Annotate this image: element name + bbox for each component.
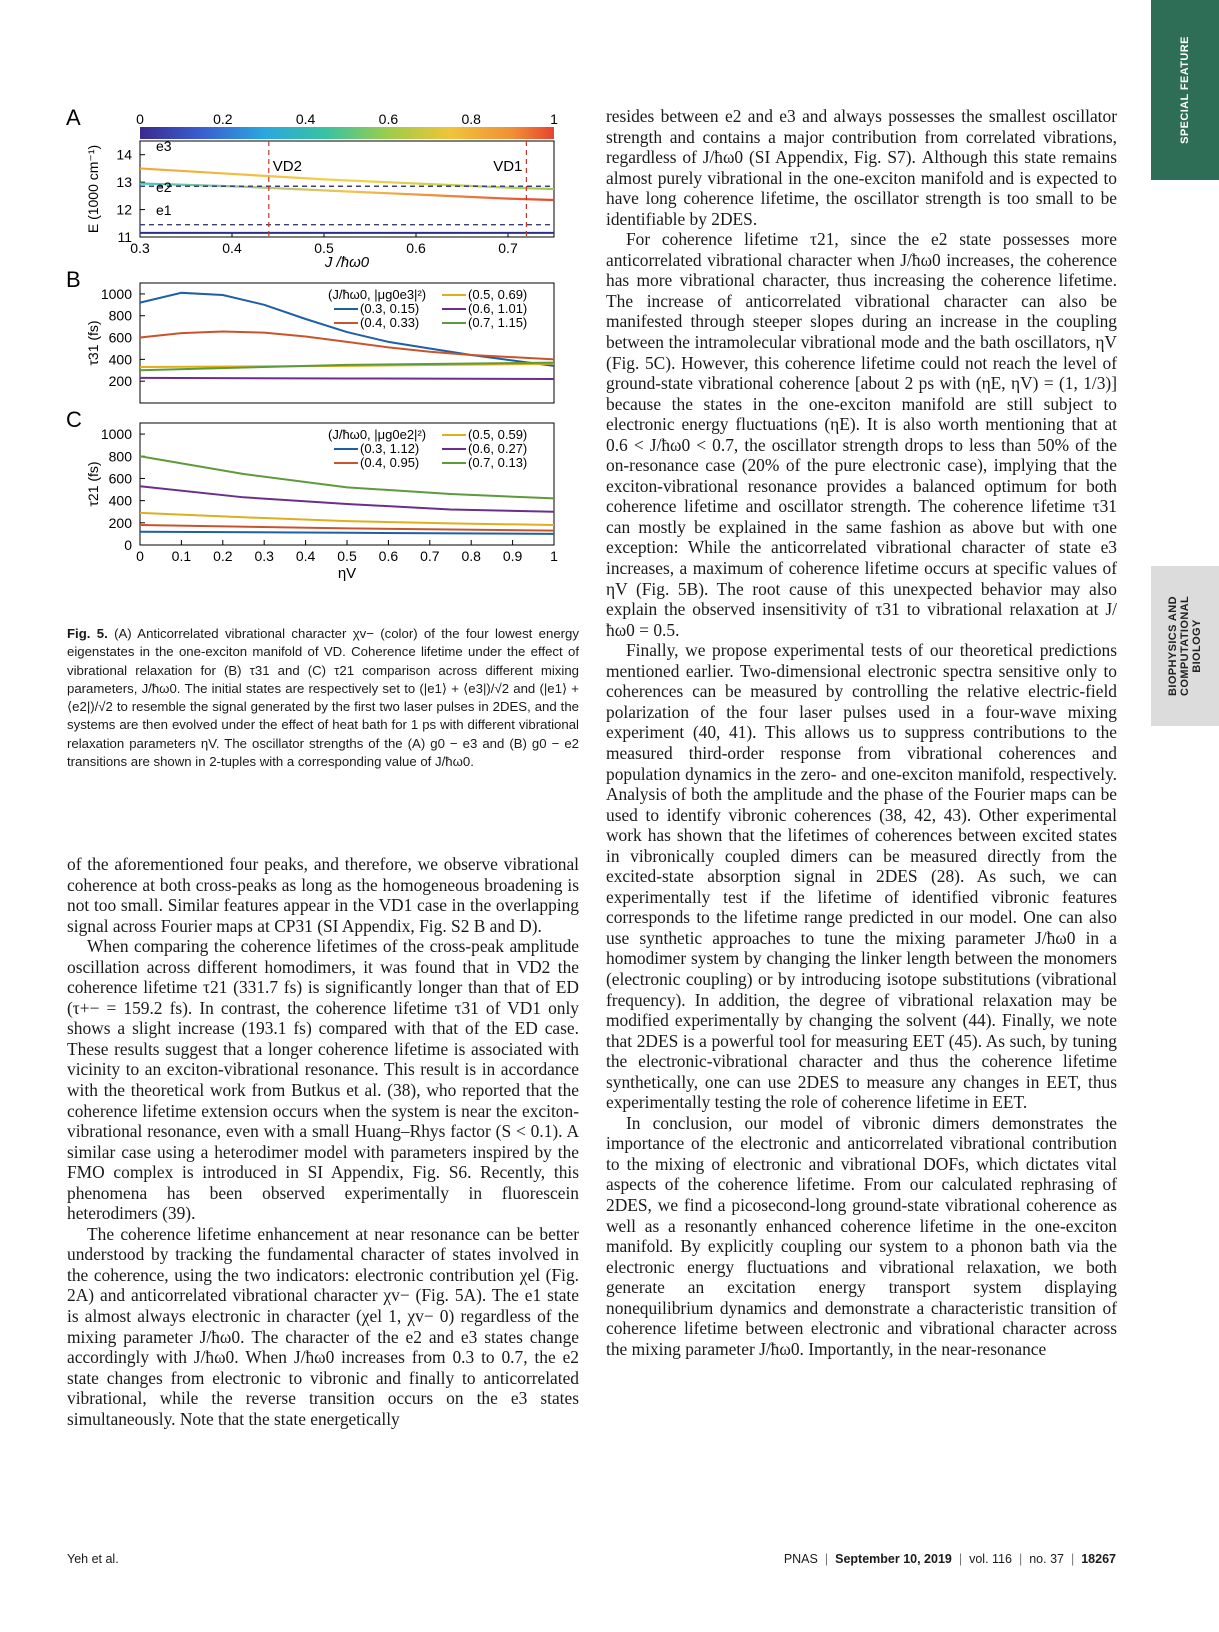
series-line — [140, 332, 554, 360]
panel-c — [66, 407, 558, 582]
marker-label: VD2 — [272, 158, 302, 175]
x-tick-label: 0.1 — [171, 548, 192, 564]
journal-name: PNAS — [783, 1552, 818, 1566]
paragraph: In conclusion, our model of vibronic dimers demonstrates the importance of the electronic and anticorrelated vibrational contribution to the mixing of electronic and vibrational DOFs, which dictates vital aspects of the coherence lifetime. From our calculated rephrasing of 2DES, we find a picosecond-long ground-state vibrational coherence as well as a resonantly enhanced coherence lifetime in the one-exciton manifold. By explicitly coupling our system to a phonon bath via the electronic energy fluctuations and vibrational relaxation, we both generate an excitation energy transport system displaying nonequilibrium dynamics and demonstrate a characteristic transition of coherence lifetime between electronic and vibrational character across the mixing parameter J/ħω0. Importantly, in the near-resonance — [606, 1112, 1117, 1359]
paragraph: When comparing the coherence lifetimes of the cross-peak amplitude oscillation across different homodimers, it was found that in VD2 the coherence lifetime τ21 (331.7 fs) is significantly longer than that of ED (τ+− = 159.2 fs). In contrast, the coherence lifetime τ31 of VD1 only shows a slight increase (193.1 fs) compared with that of the ED case. These results suggest that a longer coherence lifetime is associated with vicinity to an exciton-vibrational resonance. This result is in accordance with the theoretical work from Butkus et al. (38), who reported that the coherence lifetime extension occurs when the system is near the exciton-vibrational resonance, even with a small Huang–Rhys factor (S < 0.1). A similar case using a heterodimer model with parameters inspired by the FMO complex is introduced in SI Appendix, Fig. S6. Recently, this phenomena has been observed experimentally in fluorescein heterodimers (39). — [67, 936, 579, 1224]
paragraph: of the aforementioned four peaks, and therefore, we observe vibrational coherence at both cross-peaks as long as the homogeneous broadening is not too small. Similar features appear in the VD1 case in the overlapping signal across Fourier maps at CP31 (SI Appendix, Fig. S2 B and D). — [67, 854, 579, 936]
x-tick-label: 0.3 — [254, 548, 274, 564]
paragraph: For coherence lifetime τ21, since the e2 state possesses more anticorrelated vibrational character when J/ħω0 increases, the coherence has more vibrational character, thus increasing the coherence lifetime. The increase of anticorrelated vibrational character can also be manifested through steeper slopes during an increase in the coupling between the intramolecular vibrational mode and the bath oscillators, ηV (Fig. 5C). However, this coherence lifetime could not reach the level of ground-state vibrational coherence [about 2 ps with (ηE, ηV) = (1, 1/3)] because the states in the one-exciton manifold are still subject to electronic energy fluctuations (ηE). It is also worth mentioning that at 0.6 < J/ħω0 < 0.7, the oscillator strength drops to less than 50% of the on-resonance case (20% of the pure electronic case), implying that the exciton-vibrational resonance provides a balanced optimum for both coherence lifetime and oscillator strength. The coherence lifetime τ31 can mostly be explained in the same fashion as above but with one exception: While the anticorrelated vibrational character of state e3 increases, a maximum of coherence lifetime occurs at specific values of ηV (Fig. 5B). The root cause of this unexpected behavior may also explain the observed insensitivity of τ31 to vibrational relaxation at J/ħω0 = 0.5. — [606, 229, 1117, 640]
x-tick-label: 0.4 — [295, 548, 316, 564]
y-tick-label: 14 — [116, 146, 132, 163]
figure-caption — [67, 625, 579, 771]
x-tick-label: 0.5 — [337, 548, 357, 564]
x-tick-label: 0.7 — [420, 548, 440, 564]
panel-label: C — [66, 407, 82, 432]
y-tick-label: 200 — [108, 514, 132, 531]
legend-title: (J/ħω0, |μg0e3|²) — [328, 287, 427, 302]
colorbar-tick-label: 0 — [136, 111, 144, 127]
legend-entry: (0.4, 0.33) — [360, 315, 420, 330]
colorbar-tick-label: 0.8 — [461, 111, 481, 127]
series-line — [140, 513, 554, 525]
paragraph: resides between e2 and e3 and always possesses the smallest oscillator strength and contains a major contribution from correlated vibrations, regardless of J/ħω0 (SI Appendix, Fig. S7). Although this state remains almost purely vibrational in the one-exciton manifold and is expected to have long coherence lifetime, the oscillator strength is too small to be identifiable by 2DES. — [606, 106, 1117, 229]
y-tick-label: 400 — [108, 351, 132, 368]
series-line — [140, 378, 554, 379]
x-axis-label: ηV — [337, 565, 357, 582]
y-tick-label: 800 — [108, 448, 132, 465]
y-tick-label: 200 — [108, 373, 132, 390]
y-tick-label: 800 — [108, 307, 132, 324]
x-tick-label: 1 — [550, 548, 558, 564]
y-tick-label: 0 — [124, 537, 132, 553]
y-tick-label: 1000 — [100, 426, 132, 443]
legend-entry: (0.3, 0.15) — [360, 301, 420, 316]
caption-label: Fig. 5. — [67, 626, 108, 641]
series-line — [140, 486, 554, 512]
volume: vol. 116 — [969, 1552, 1012, 1566]
x-tick-label: 0 — [136, 548, 144, 564]
state-label: e1 — [156, 202, 172, 218]
figure-5 — [58, 105, 588, 645]
issue-number: no. 37 — [1029, 1552, 1064, 1566]
x-tick-label: 0.9 — [502, 548, 523, 564]
y-tick-label: 11 — [117, 229, 132, 245]
x-tick-label: 0.6 — [406, 240, 426, 256]
y-tick-label: 1000 — [100, 285, 132, 302]
legend-entry: (0.3, 1.12) — [360, 441, 420, 456]
y-tick-label: 400 — [108, 492, 132, 509]
x-axis-label: J /ħω0 — [324, 254, 370, 271]
x-tick-label: 0.8 — [461, 548, 481, 564]
x-tick-label: 0.3 — [130, 240, 150, 256]
legend-entry: (0.4, 0.95) — [360, 455, 420, 470]
panel-label: B — [66, 267, 81, 292]
page-number: 18267 — [1081, 1552, 1116, 1566]
section-label: BIOPHYSICS AND COMPUTATIONAL BIOLOGY — [1167, 595, 1204, 696]
y-tick-label: 12 — [116, 201, 132, 218]
y-tick-label: 13 — [116, 174, 132, 191]
legend-entry: (0.5, 0.69) — [468, 287, 528, 302]
colorbar — [140, 127, 554, 139]
legend-entry: (0.5, 0.59) — [468, 427, 528, 442]
paragraph: Finally, we propose experimental tests of our theoretical predictions mentioned earlier. Two-dimensional electronic spectra sensitive only to coherences can be measured by controlling the relative electric-field polarization of the four laser pulses used in a four-wave mixing experiment (40, 41). This allows us to suppress contributions to the measured third-order response from vibrational coherences and population dynamics in the zero- and one-exciton manifold, respectively. Analysis of both the amplitude and the phase of the Fourier maps can be used to identify vibronic coherences (38, 42, 43). Other experimental work has shown that the lifetimes of coherences between excited states in vibronically coupled dimers can be measured directly from the excited-state absorption signal in 2DES (28). As such, we can experimentally test if the lifetime of identified vibronic features corresponds to the lifetime range predicted in our model. One can also use synthetic approaches to tune the mixing parameter J/ħω0 in a homodimer system by changing the linker length between the monomers (electronic coupling) or by introducing isotope substitutions (vibrational frequency). In addition, the degree of vibrational relaxation may be modified experimentally by changing the solvent (44). Finally, we note that 2DES is a powerful tool for measuring EET (45). As such, by tuning the electronic-vibrational character and thus the coherence lifetime synthetically, one can use 2DES to measure any changes in EET, thus experimentally testing the role of coherence lifetime in EET. — [606, 640, 1117, 1113]
right-column — [606, 106, 1117, 1359]
legend-entry: (0.6, 0.27) — [468, 441, 528, 456]
panel-label: A — [66, 105, 81, 130]
colorbar-tick-label: 0.6 — [378, 111, 399, 127]
x-tick-label: 0.5 — [314, 240, 334, 256]
footer-authors: Yeh et al. — [67, 1552, 119, 1566]
issue-date: September 10, 2019 — [835, 1552, 952, 1566]
y-axis-label: E (1000 cm⁻¹) — [85, 144, 101, 234]
x-tick-label: 0.4 — [222, 240, 242, 256]
section-tab — [1151, 566, 1219, 726]
marker-label: VD1 — [493, 158, 523, 175]
series-line — [140, 532, 554, 534]
special-feature-tab — [1151, 0, 1219, 180]
state-label: e3 — [156, 138, 172, 154]
series-line — [140, 525, 554, 531]
plot-frame — [140, 141, 554, 237]
panel-a — [66, 105, 558, 271]
y-axis-label: τ31 (fs) — [85, 320, 101, 366]
colorbar-tick-label: 0.4 — [295, 111, 316, 127]
y-axis-label: τ21 (fs) — [85, 461, 101, 507]
state-label: e2 — [156, 179, 172, 195]
caption-text: (A) Anticorrelated vibrational character χv− (color) of the four lowest energy eigenstates in the one-exciton manifold of VD. Coherence lifetime under the effect of vibrational relaxation for (B) τ31 and (C) τ21 comparison across different mixing parameters, J/ħω0. The initial states are respectively set to (|e1⟩ + ⟨e3|)/√2 and (|e1⟩ + ⟨e2|)/√2 to resemble the signal generated by the first two laser pulses in 2DES, and the systems are then evolved under the effect of heat bath for 1 ps with different vibrational relaxation parameters ηV. The oscillator strengths of the (A) g0 − e3 and (B) g0 − e2 transitions are shown in 2-tuples with a corresponding value of J/ħω0. — [67, 626, 579, 770]
legend-entry: (0.7, 1.15) — [468, 315, 528, 330]
legend-entry: (0.6, 1.01) — [468, 301, 528, 316]
figure-svg — [58, 105, 588, 585]
panel-b — [66, 267, 554, 403]
colorbar-tick-label: 0.2 — [213, 111, 233, 127]
paragraph: The coherence lifetime enhancement at near resonance can be better understood by tracking the fundamental character of states involved in the coherence, using the two indicators: electronic contribution χel (Fig. 2A) and anticorrelated vibrational character χv− (Fig. 5A). The e1 state is almost always electronic in character (χel 1, χv− 0) regardless of the mixing parameter J/ħω0. The character of the e2 and e3 states change accordingly with J/ħω0. When J/ħω0 increases from 0.3 to 0.7, the e2 state changes from electronic to vibronic and finally to anticorrelated vibrational, while the reverse transition occurs on the e3 states simultaneously. Note that the state energetically — [67, 1223, 579, 1429]
special-feature-label: SPECIAL FEATURE — [1179, 36, 1192, 144]
footer-journal-info: PNAS | September 10, 2019 | vol. 116 | no. 37 | 18267 — [783, 1552, 1116, 1566]
colorbar-tick-label: 1 — [550, 111, 558, 127]
legend-title: (J/ħω0, |μg0e2|²) — [328, 427, 427, 442]
y-tick-label: 600 — [108, 470, 132, 487]
x-tick-label: 0.7 — [498, 240, 518, 256]
x-tick-label: 0.6 — [378, 548, 399, 564]
left-column — [67, 854, 579, 1429]
legend-entry: (0.7, 0.13) — [468, 455, 528, 470]
x-tick-label: 0.2 — [213, 548, 233, 564]
y-tick-label: 600 — [108, 329, 132, 346]
